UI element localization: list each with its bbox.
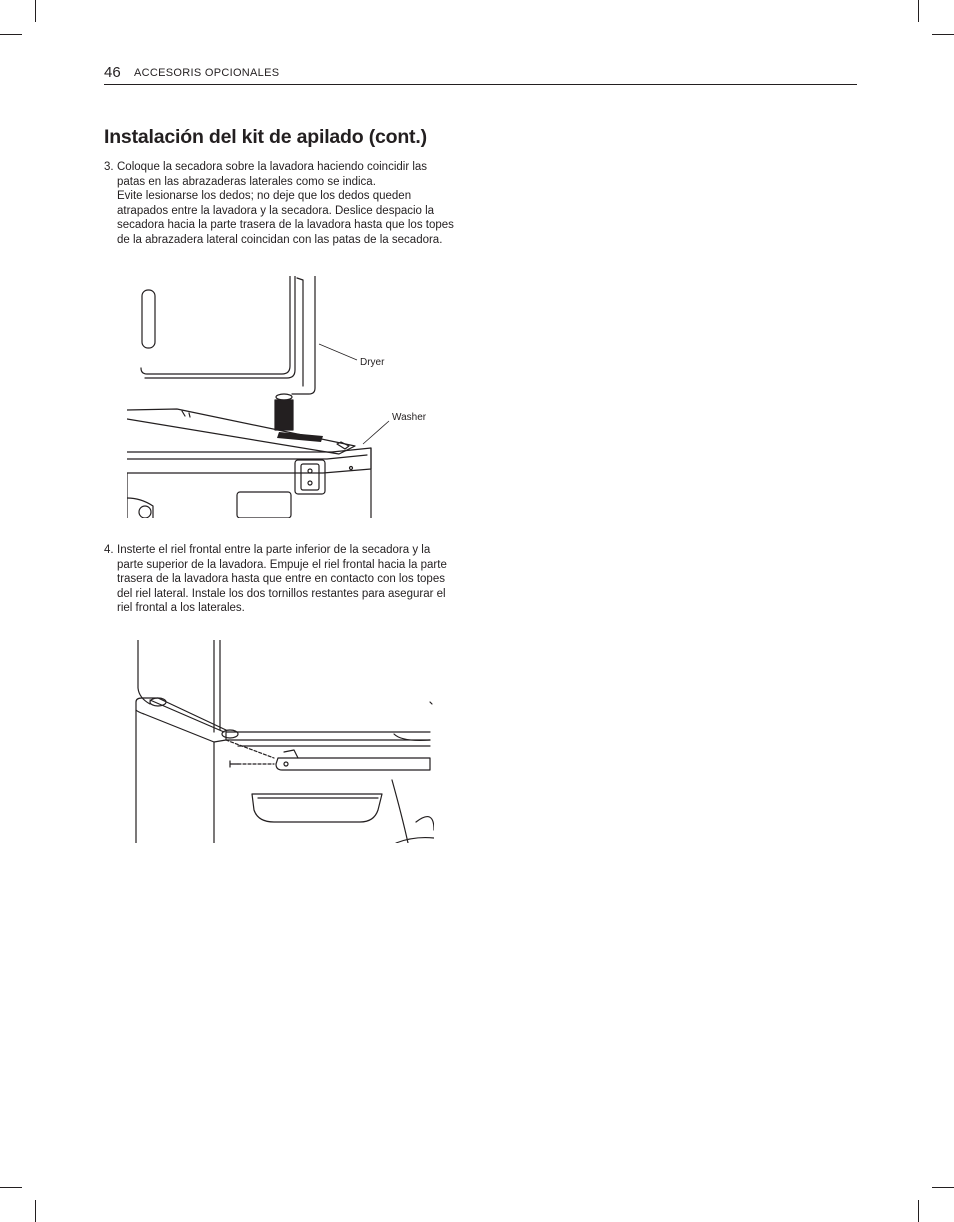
dryer-corner bbox=[297, 278, 303, 386]
front-rail bbox=[226, 732, 430, 746]
dryer-bezel bbox=[145, 276, 295, 378]
dryer-side-panel bbox=[138, 640, 150, 704]
washer-top bbox=[127, 448, 371, 473]
dryer-front-edge bbox=[141, 276, 290, 374]
step-3 bbox=[104, 160, 454, 248]
front-rail-end bbox=[276, 758, 430, 770]
step-body bbox=[117, 160, 454, 248]
running-header bbox=[104, 62, 857, 85]
crop-mark bbox=[0, 34, 22, 35]
crop-mark bbox=[0, 1187, 22, 1188]
washer-lip bbox=[337, 442, 349, 449]
figure-dryer-on-washer bbox=[127, 276, 437, 518]
crop-mark bbox=[35, 1200, 36, 1222]
washer-panel bbox=[237, 492, 291, 518]
page-number: 46 bbox=[104, 64, 121, 81]
crop-mark bbox=[932, 1187, 954, 1188]
crop-mark bbox=[918, 0, 919, 22]
label-washer: Washer bbox=[392, 412, 427, 423]
crop-mark bbox=[35, 0, 36, 22]
dryer-foot bbox=[275, 400, 293, 430]
washer-top-edge bbox=[136, 698, 226, 742]
figure-front-rail-install bbox=[134, 640, 434, 843]
screw bbox=[230, 761, 238, 767]
dryer-foot bbox=[222, 730, 238, 738]
step-paragraph: Coloque la secadora sobre la lavadora haciendo coincidir las patas en las abrazaderas laterales como se indica. bbox=[117, 161, 428, 188]
dryer-handle bbox=[142, 290, 155, 348]
leader-line-dryer bbox=[319, 344, 357, 360]
page-title: Instalación del kit de apilado (cont.) bbox=[104, 126, 427, 148]
step-paragraph: Insterte el riel frontal entre la parte inferior de la secadora y la parte superior de la lavadora. Empuje el riel frontal hacia la parte trasera de la lavadora hasta que entre en contacto con los topes del riel lateral. Instale los dos tornillos restantes para asegurar el riel frontal a los laterales. bbox=[117, 544, 447, 615]
side-rail bbox=[127, 409, 355, 454]
crop-mark bbox=[918, 1200, 919, 1222]
label-dryer: Dryer bbox=[360, 357, 385, 368]
leader-line-washer bbox=[363, 421, 389, 444]
side-bracket bbox=[295, 460, 325, 494]
step-body bbox=[117, 543, 454, 616]
section-name: ACCESORIS OPCIONALES bbox=[134, 67, 280, 79]
rail-arrow bbox=[277, 432, 323, 442]
step-4 bbox=[104, 543, 454, 616]
dryer-foot-cap bbox=[276, 394, 292, 400]
washer-right-body bbox=[392, 780, 408, 843]
step-number: 3. bbox=[104, 161, 114, 173]
dryer-foot bbox=[150, 698, 166, 706]
step-paragraph: Evite lesionarse los dedos; no deje que los dedos queden atrapados entre la lavadora y la secadora. Deslice despacio la secadora hacia la parte trasera de la lavadora hasta que los topes de la abrazadera lateral coincidan con las patas de la secadora. bbox=[117, 190, 454, 246]
crop-mark bbox=[932, 34, 954, 35]
step-number: 4. bbox=[104, 544, 114, 556]
